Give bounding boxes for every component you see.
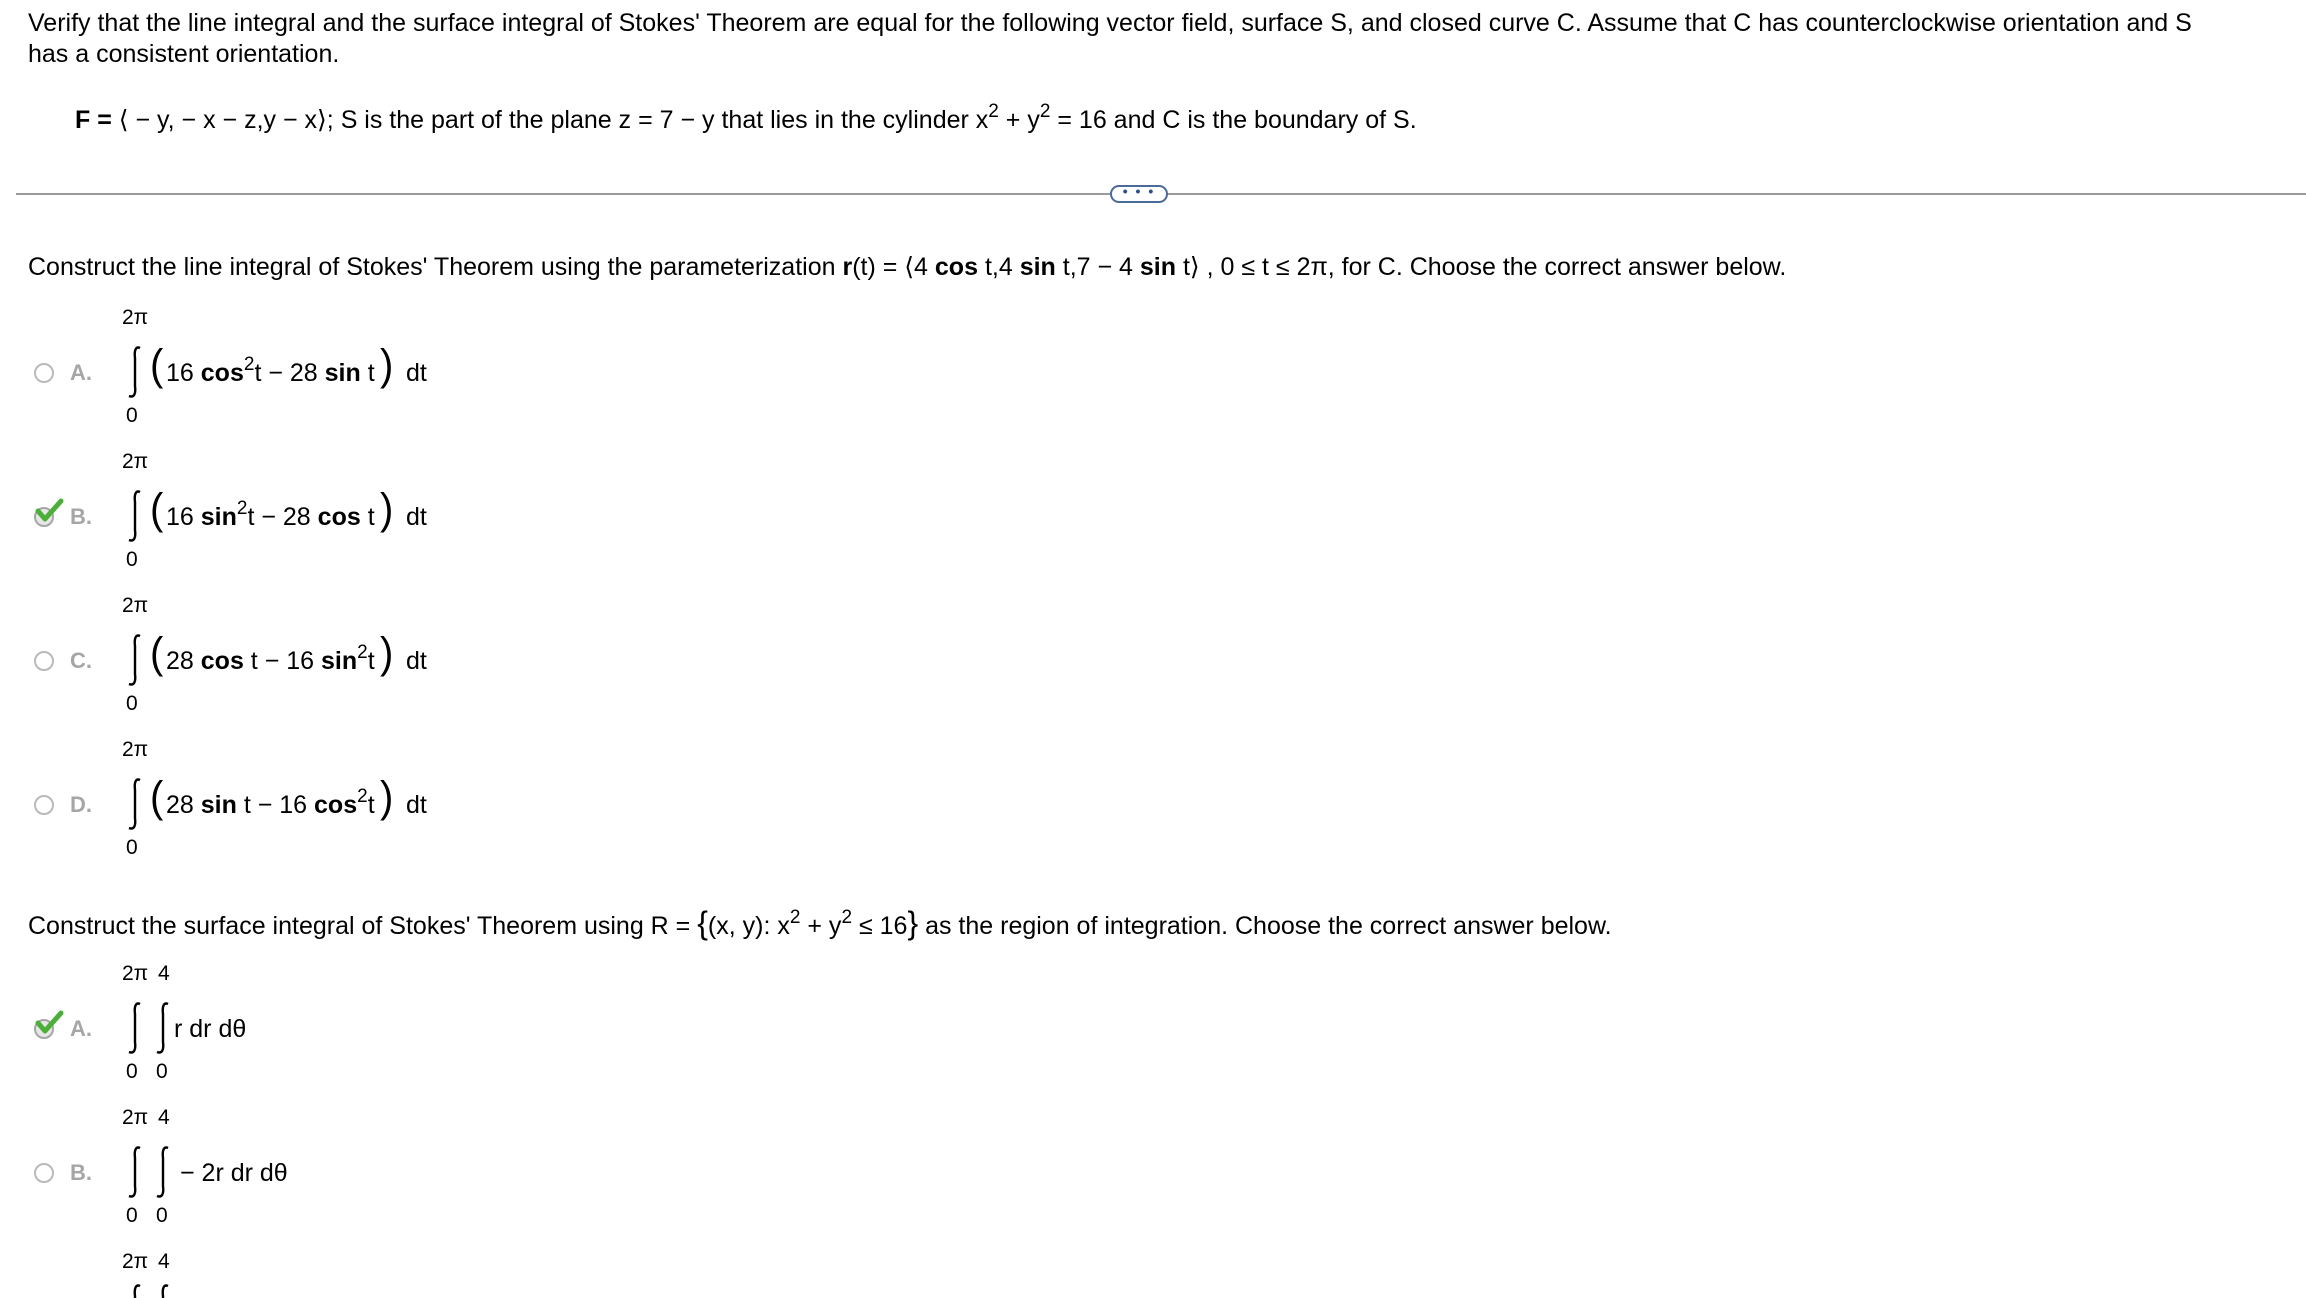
option-letter: D.: [70, 792, 92, 817]
integrand-part-2: t − 16: [243, 647, 321, 675]
left-paren: (: [150, 772, 164, 822]
integrand: [166, 642, 375, 679]
inner-upper-bound: 4: [158, 1106, 170, 1129]
surface-option-c[interactable]: [0, 1244, 900, 1298]
param-a: ⟨4: [904, 253, 935, 281]
integral-sign-icon: [124, 632, 146, 688]
integrand-exponent: 2: [357, 642, 368, 663]
right-paren: ): [380, 772, 394, 822]
right-paren: ): [380, 340, 394, 390]
integrand-part-2: t − 28: [254, 359, 325, 387]
lower-bound: 0: [126, 548, 138, 571]
integrand: r dr dθ: [174, 1015, 247, 1043]
differential: dt: [406, 359, 427, 387]
integrand: − 2r dr dθ: [180, 1159, 288, 1187]
set-b: + y: [800, 912, 842, 940]
integral-sign-icon: [124, 344, 146, 400]
inner-integral-sign-icon: [152, 1282, 174, 1298]
r-vector: r: [842, 253, 853, 281]
prompt-1b: (t) =: [852, 253, 905, 281]
lower-bound: 0: [126, 692, 138, 715]
param-sin-1: sin: [1019, 253, 1056, 281]
inner-upper-bound: 4: [158, 962, 170, 985]
lower-bound: 0: [126, 404, 138, 427]
line-option-d[interactable]: [0, 732, 900, 862]
outer-integral-sign-icon: [124, 1282, 146, 1298]
integrand-exponent: 2: [243, 354, 255, 375]
y-exponent: 2: [1039, 101, 1051, 122]
field-rest-1: ; S is the part of the plane z = 7 − y that lies in the cylinder x: [326, 106, 989, 134]
integrand: [166, 354, 375, 391]
line-option-a[interactable]: [0, 300, 900, 430]
left-paren: (: [150, 484, 164, 534]
prompt-2b: as the region of integration. Choose the correct answer below.: [918, 912, 1612, 940]
left-paren: (: [150, 340, 164, 390]
option-letter: A.: [70, 1016, 92, 1041]
set-y-exponent: 2: [841, 907, 853, 928]
integrand-exponent: 2: [236, 498, 248, 519]
integrand-func-2: sin: [324, 359, 361, 387]
integrand-part-1: 28: [166, 791, 201, 819]
prompt-1c: , 0 ≤ t ≤ 2π, for C. Choose the correct answer below.: [1199, 253, 1787, 281]
integrand: [166, 498, 375, 535]
radio-button[interactable]: [34, 795, 54, 815]
integrand: [166, 786, 375, 823]
outer-upper-bound: 2π: [122, 962, 149, 985]
inner-upper-bound: 4: [158, 1250, 170, 1273]
integrand-part-1: 16: [166, 359, 201, 387]
option-letter: C.: [70, 648, 92, 673]
correct-check-icon: [34, 1010, 64, 1036]
radio-button[interactable]: [34, 651, 54, 671]
upper-bound: 2π: [122, 594, 149, 617]
outer-lower-bound: 0: [126, 1204, 138, 1227]
integrand-func-1: sin: [200, 503, 237, 531]
vector-field-statement: [75, 101, 1417, 138]
inner-lower-bound: 0: [156, 1060, 168, 1083]
upper-bound: 2π: [122, 738, 149, 761]
differential: dt: [406, 503, 427, 531]
upper-bound: 2π: [122, 450, 149, 473]
x-exponent: 2: [988, 101, 999, 122]
differential: dt: [406, 791, 427, 819]
line-integral-prompt: [28, 252, 1786, 283]
surface-option-b[interactable]: [0, 1100, 900, 1230]
surface-option-a[interactable]: [0, 956, 900, 1086]
option-letter: B.: [70, 504, 92, 529]
integrand-part-3: t: [360, 503, 375, 531]
right-paren: ): [380, 484, 394, 534]
outer-integral-sign-icon: [124, 1000, 146, 1056]
line-option-c[interactable]: [0, 588, 900, 718]
inner-integral-sign-icon: [152, 1000, 174, 1056]
prompt-1a: Construct the line integral of Stokes' Theorem using the parameterization: [28, 253, 843, 281]
integrand-func-1: sin: [200, 791, 237, 819]
option-letter: B.: [70, 1160, 92, 1185]
integrand-part-2: t − 28: [247, 503, 318, 531]
integrand-part-2: t − 16: [236, 791, 315, 819]
param-cos: cos: [934, 253, 978, 281]
inner-integral-sign-icon: [152, 1144, 174, 1200]
set-close-brace: }: [907, 905, 919, 941]
integrand-func-1: cos: [200, 359, 244, 387]
integrand-part-3: t: [367, 647, 375, 675]
surface-integral-prompt: [28, 905, 1612, 944]
show-more-button[interactable]: • • •: [1110, 185, 1168, 203]
right-paren: ): [380, 628, 394, 678]
field-rest-3: = 16 and C is the boundary of S.: [1050, 106, 1417, 134]
outer-integral-sign-icon: [124, 1144, 146, 1200]
set-a: (x, y): x: [707, 912, 790, 940]
integrand-part-1: 16: [166, 503, 201, 531]
integrand-part-3: t: [367, 791, 375, 819]
field-label: F =: [75, 106, 112, 134]
outer-lower-bound: 0: [126, 1060, 138, 1083]
set-c: ≤ 16: [852, 912, 908, 940]
param-d: t⟩: [1176, 253, 1200, 281]
outer-upper-bound: 2π: [122, 1250, 149, 1273]
param-sin-2: sin: [1139, 253, 1177, 281]
field-rest-2: + y: [998, 106, 1040, 134]
integrand-func-2: cos: [317, 503, 361, 531]
integrand-func-1: cos: [200, 647, 244, 675]
set-x-exponent: 2: [789, 907, 801, 928]
correct-check-icon: [34, 498, 64, 524]
integrand-part-3: t: [360, 359, 375, 387]
radio-button[interactable]: [34, 1163, 54, 1183]
differential: dt: [406, 647, 427, 675]
intro-line-1: Verify that the line integral and the surface integral of Stokes' Theorem are equal for the following vector field, surface S, and closed curve C. Assume that C has counterclockwise orientation and S: [28, 9, 2192, 37]
intro-line-2: has a consistent orientation.: [28, 40, 340, 68]
param-c: t,7 − 4: [1055, 253, 1140, 281]
upper-bound: 2π: [122, 306, 149, 329]
integral-sign-icon: [124, 488, 146, 544]
param-b: t,4: [978, 253, 1020, 281]
integrand-exponent: 2: [357, 786, 368, 807]
problem-intro: [28, 8, 2298, 70]
left-paren: (: [150, 628, 164, 678]
radio-button[interactable]: [34, 363, 54, 383]
option-letter: A.: [70, 360, 92, 385]
field-value: ⟨ − y, − x − z,y − x⟩: [118, 106, 327, 134]
integral-sign-icon: [124, 776, 146, 832]
prompt-2a: Construct the surface integral of Stokes' Theorem using R =: [28, 912, 698, 940]
integrand-func-2: sin: [321, 647, 358, 675]
integrand-part-1: 28: [166, 647, 201, 675]
line-option-b[interactable]: [0, 444, 900, 574]
inner-lower-bound: 0: [156, 1204, 168, 1227]
integrand-func-2: cos: [314, 791, 358, 819]
set-open-brace: {: [697, 905, 708, 941]
lower-bound: 0: [126, 836, 138, 859]
outer-upper-bound: 2π: [122, 1106, 149, 1129]
